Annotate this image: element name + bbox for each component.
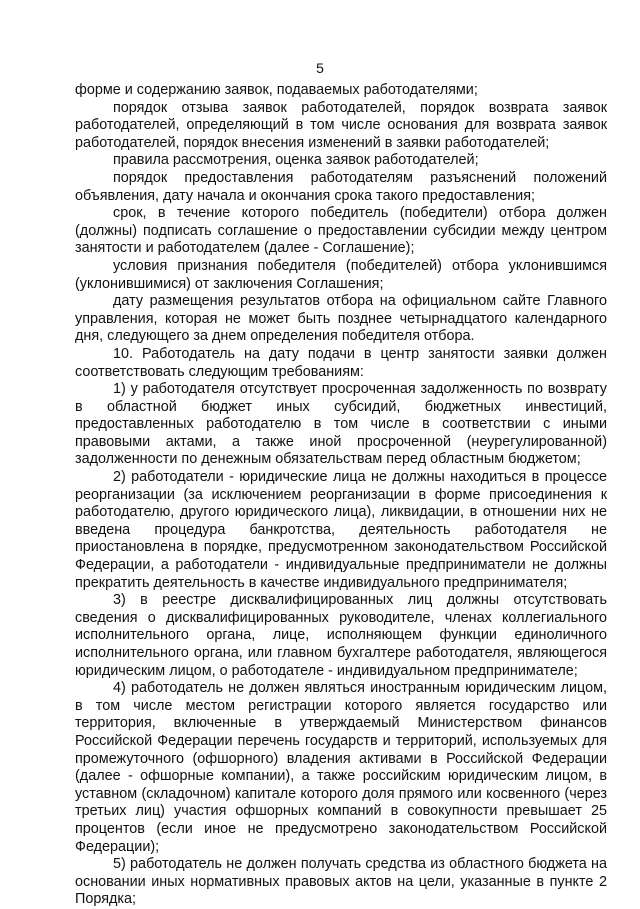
document-body bbox=[75, 82, 607, 909]
paragraph-5: срок, в течение которого победитель (победители) отбора должен (должны) подписать соглашение о предоставлении субсидии между центром занятости и работодателем (далее - Соглашение); bbox=[75, 205, 607, 257]
paragraph-2: порядок отзыва заявок работодателей, порядок возврата заявок работодателей, определяющий в том числе основания для возврата заявок работодателей, порядок внесения изменений в заявки работодателей; bbox=[75, 99, 607, 151]
paragraph-1: форме и содержанию заявок, подаваемых работодателями; bbox=[75, 82, 478, 98]
paragraph-12: 4) работодатель не должен являться иностранным юридическим лицом, в том числе местом регистрации которого является государство или территория, включенные в утверждаемый Министерством финансов Российской Федерации перечень государств и территорий, используемых для промежуточного (офшорного) владения активами в Российской Федерации (далее - офшорные компании), а также российским юридическим лицом, в уставном (складочном) капитале которого доля прямого или косвенного (через третьих лиц) участия офшорных компаний в совокупности превышает 25 процентов (если иное не предусмотрено законодательством Российской Федерации); bbox=[75, 680, 607, 855]
paragraph-7: дату размещения результатов отбора на официальном сайте Главного управления, которая не может быть позднее четырнадцатого календарного дня, следующего за днем определения победителя отбора. bbox=[75, 293, 607, 345]
paragraph-13: 5) работодатель не должен получать средства из областного бюджета на основании иных нормативных правовых актов на цели, указанные в пункте 2 Порядка; bbox=[75, 856, 607, 908]
paragraph-9: 1) у работодателя отсутствует просроченная задолженность по возврату в областной бюджет иных субсидий, бюджетных инвестиций, предоставленных работодателю в том числе в соответствии с иными правовыми актами, а также иной просроченной (неурегулированной) задолженности по денежным обязательствам перед областным бюджетом; bbox=[75, 381, 607, 468]
paragraph-8: 10. Работодатель на дату подачи в центр занятости заявки должен соответствовать следующим требованиям: bbox=[75, 345, 607, 380]
paragraph-10: 2) работодатели - юридические лица не должны находиться в процессе реорганизации (за исключением реорганизации в форме присоединения к работодателю, другого юридического лица), ликвидации, в отношении них не введена процедура банкротства, деятельность работодателя не приостановлена в порядке, предусмотренном законодательством Российской Федерации, а работодатели - индивидуальные предприниматели не должны прекратить деятельность в качестве индивидуального предпринимателя; bbox=[75, 469, 607, 591]
paragraph-6: условия признания победителя (победителей) отбора уклонившимся (уклонившимися) от заключения Соглашения; bbox=[75, 257, 607, 292]
paragraph-11: 3) в реестре дисквалифицированных лиц должны отсутствовать сведения о дисквалифицированных руководителе, членах коллегиального исполнительного органа, лице, исполняющем функции единоличного исполнительного органа, или главном бухгалтере работодателя, являющегося юридическим лицом, о работодателе - индивидуальном предпринимателе; bbox=[75, 592, 607, 679]
page-number: 5 bbox=[316, 60, 324, 76]
paragraph-3: правила рассмотрения, оценка заявок работодателей; bbox=[113, 152, 479, 169]
paragraph-4: порядок предоставления работодателям разъяснений положений объявления, дату начала и окончания срока такого предоставления; bbox=[75, 169, 607, 204]
